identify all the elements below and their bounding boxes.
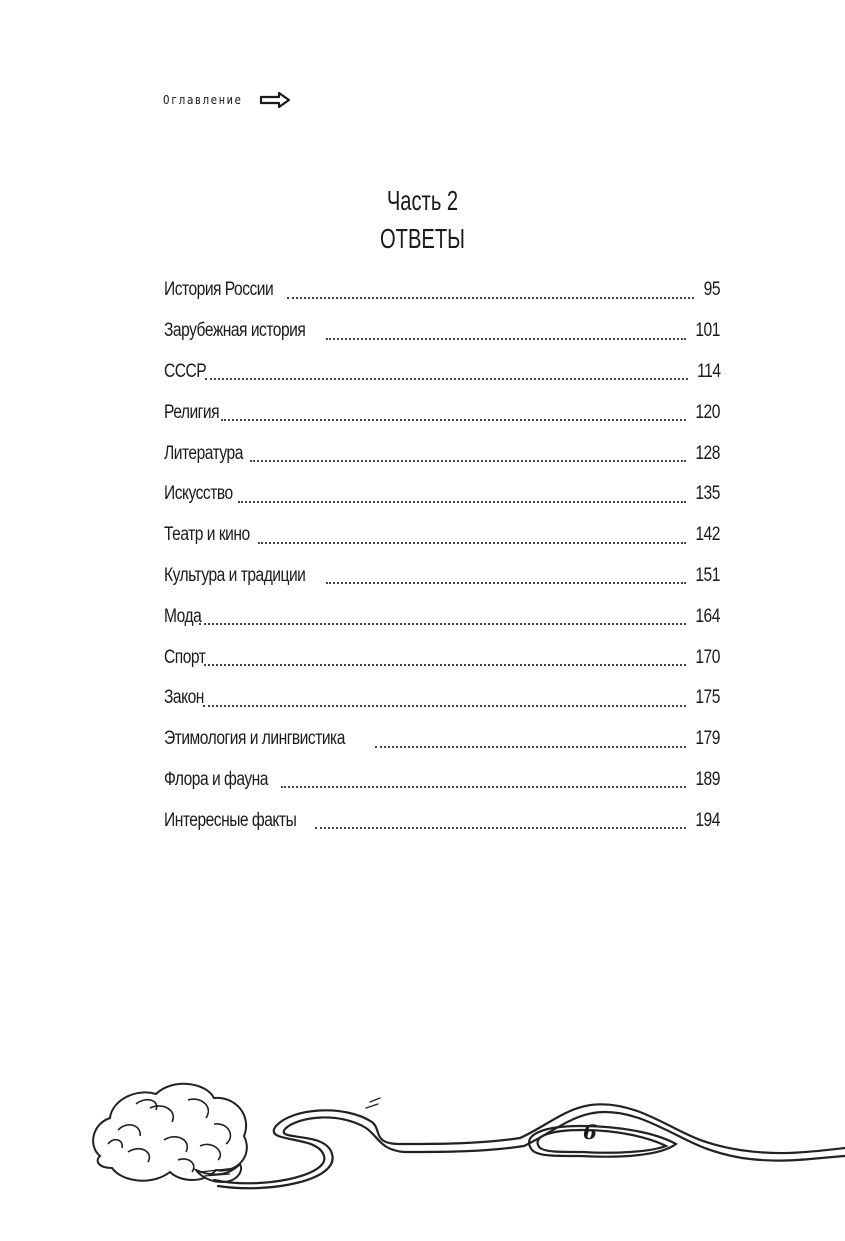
page-number: 6 bbox=[583, 1120, 597, 1144]
toc-leader bbox=[326, 337, 686, 340]
toc-title: Этимология и лингвистика bbox=[164, 728, 345, 750]
toc-leader bbox=[281, 785, 686, 788]
toc-page: 101 bbox=[695, 320, 720, 342]
toc-leader bbox=[205, 377, 687, 380]
toc-row[interactable] bbox=[164, 352, 720, 393]
part-heading bbox=[0, 182, 845, 258]
toc-title: Литература bbox=[164, 442, 243, 464]
toc-page: 128 bbox=[695, 442, 720, 464]
toc-title: Религия bbox=[164, 401, 220, 423]
toc-leader bbox=[221, 418, 686, 421]
brain-icon bbox=[93, 1084, 247, 1182]
toc-title: Спорт bbox=[164, 646, 206, 668]
arrow-right-outline-icon bbox=[259, 92, 291, 108]
part-title: ОТВЕТЫ bbox=[379, 223, 466, 254]
toc-header[interactable] bbox=[163, 92, 291, 108]
toc-title: Культура и традиции bbox=[164, 564, 306, 586]
toc-row[interactable] bbox=[164, 270, 720, 311]
toc-row[interactable] bbox=[164, 596, 720, 637]
toc-row[interactable] bbox=[164, 474, 720, 515]
toc-page: 170 bbox=[695, 646, 720, 668]
toc-page: 142 bbox=[695, 524, 720, 546]
toc-leader bbox=[258, 541, 686, 544]
toc-page: 135 bbox=[695, 483, 720, 505]
toc-title: СССР bbox=[164, 360, 207, 382]
toc-title: Закон bbox=[164, 687, 204, 709]
toc-leader bbox=[315, 826, 686, 829]
toc-row[interactable] bbox=[164, 678, 720, 719]
toc-row[interactable] bbox=[164, 392, 720, 433]
toc-leader bbox=[238, 500, 686, 503]
toc-header-label: Оглавление bbox=[163, 93, 243, 107]
toc-row[interactable] bbox=[164, 760, 720, 801]
toc-title: Зарубежная история bbox=[164, 320, 306, 342]
toc-page: 189 bbox=[695, 768, 720, 790]
toc-leader bbox=[204, 663, 686, 666]
part-label: Часть 2 bbox=[386, 185, 459, 216]
toc-leader bbox=[287, 296, 694, 299]
toc-leader bbox=[199, 622, 686, 625]
toc-page: 164 bbox=[695, 605, 720, 627]
toc-title: Театр и кино bbox=[164, 524, 250, 546]
toc-page: 95 bbox=[703, 279, 720, 301]
toc-page: 194 bbox=[695, 809, 720, 831]
toc-row[interactable] bbox=[164, 719, 720, 760]
toc-row[interactable] bbox=[164, 433, 720, 474]
toc-leader bbox=[250, 459, 686, 462]
toc-page: 151 bbox=[695, 564, 720, 586]
toc-row[interactable] bbox=[164, 637, 720, 678]
toc-title: Флора и фауна bbox=[164, 768, 268, 790]
toc-title: Интересные факты bbox=[164, 809, 297, 831]
toc-row[interactable] bbox=[164, 556, 720, 597]
toc-leader bbox=[375, 745, 686, 748]
toc-page: 114 bbox=[696, 360, 720, 382]
brain-with-cord-illustration bbox=[0, 1060, 845, 1200]
cord-line bbox=[214, 1098, 845, 1188]
toc-leader bbox=[203, 704, 686, 707]
toc-title: История России bbox=[164, 279, 274, 301]
toc-row[interactable] bbox=[164, 800, 720, 841]
toc-page: 175 bbox=[695, 687, 720, 709]
toc-page: 179 bbox=[695, 728, 720, 750]
toc-leader bbox=[326, 581, 686, 584]
toc-row[interactable] bbox=[164, 311, 720, 352]
toc-title: Искусство bbox=[164, 483, 233, 505]
toc-row[interactable] bbox=[164, 515, 720, 556]
toc-title: Мода bbox=[164, 605, 202, 627]
toc-page: 120 bbox=[695, 401, 720, 423]
table-of-contents bbox=[164, 270, 720, 841]
